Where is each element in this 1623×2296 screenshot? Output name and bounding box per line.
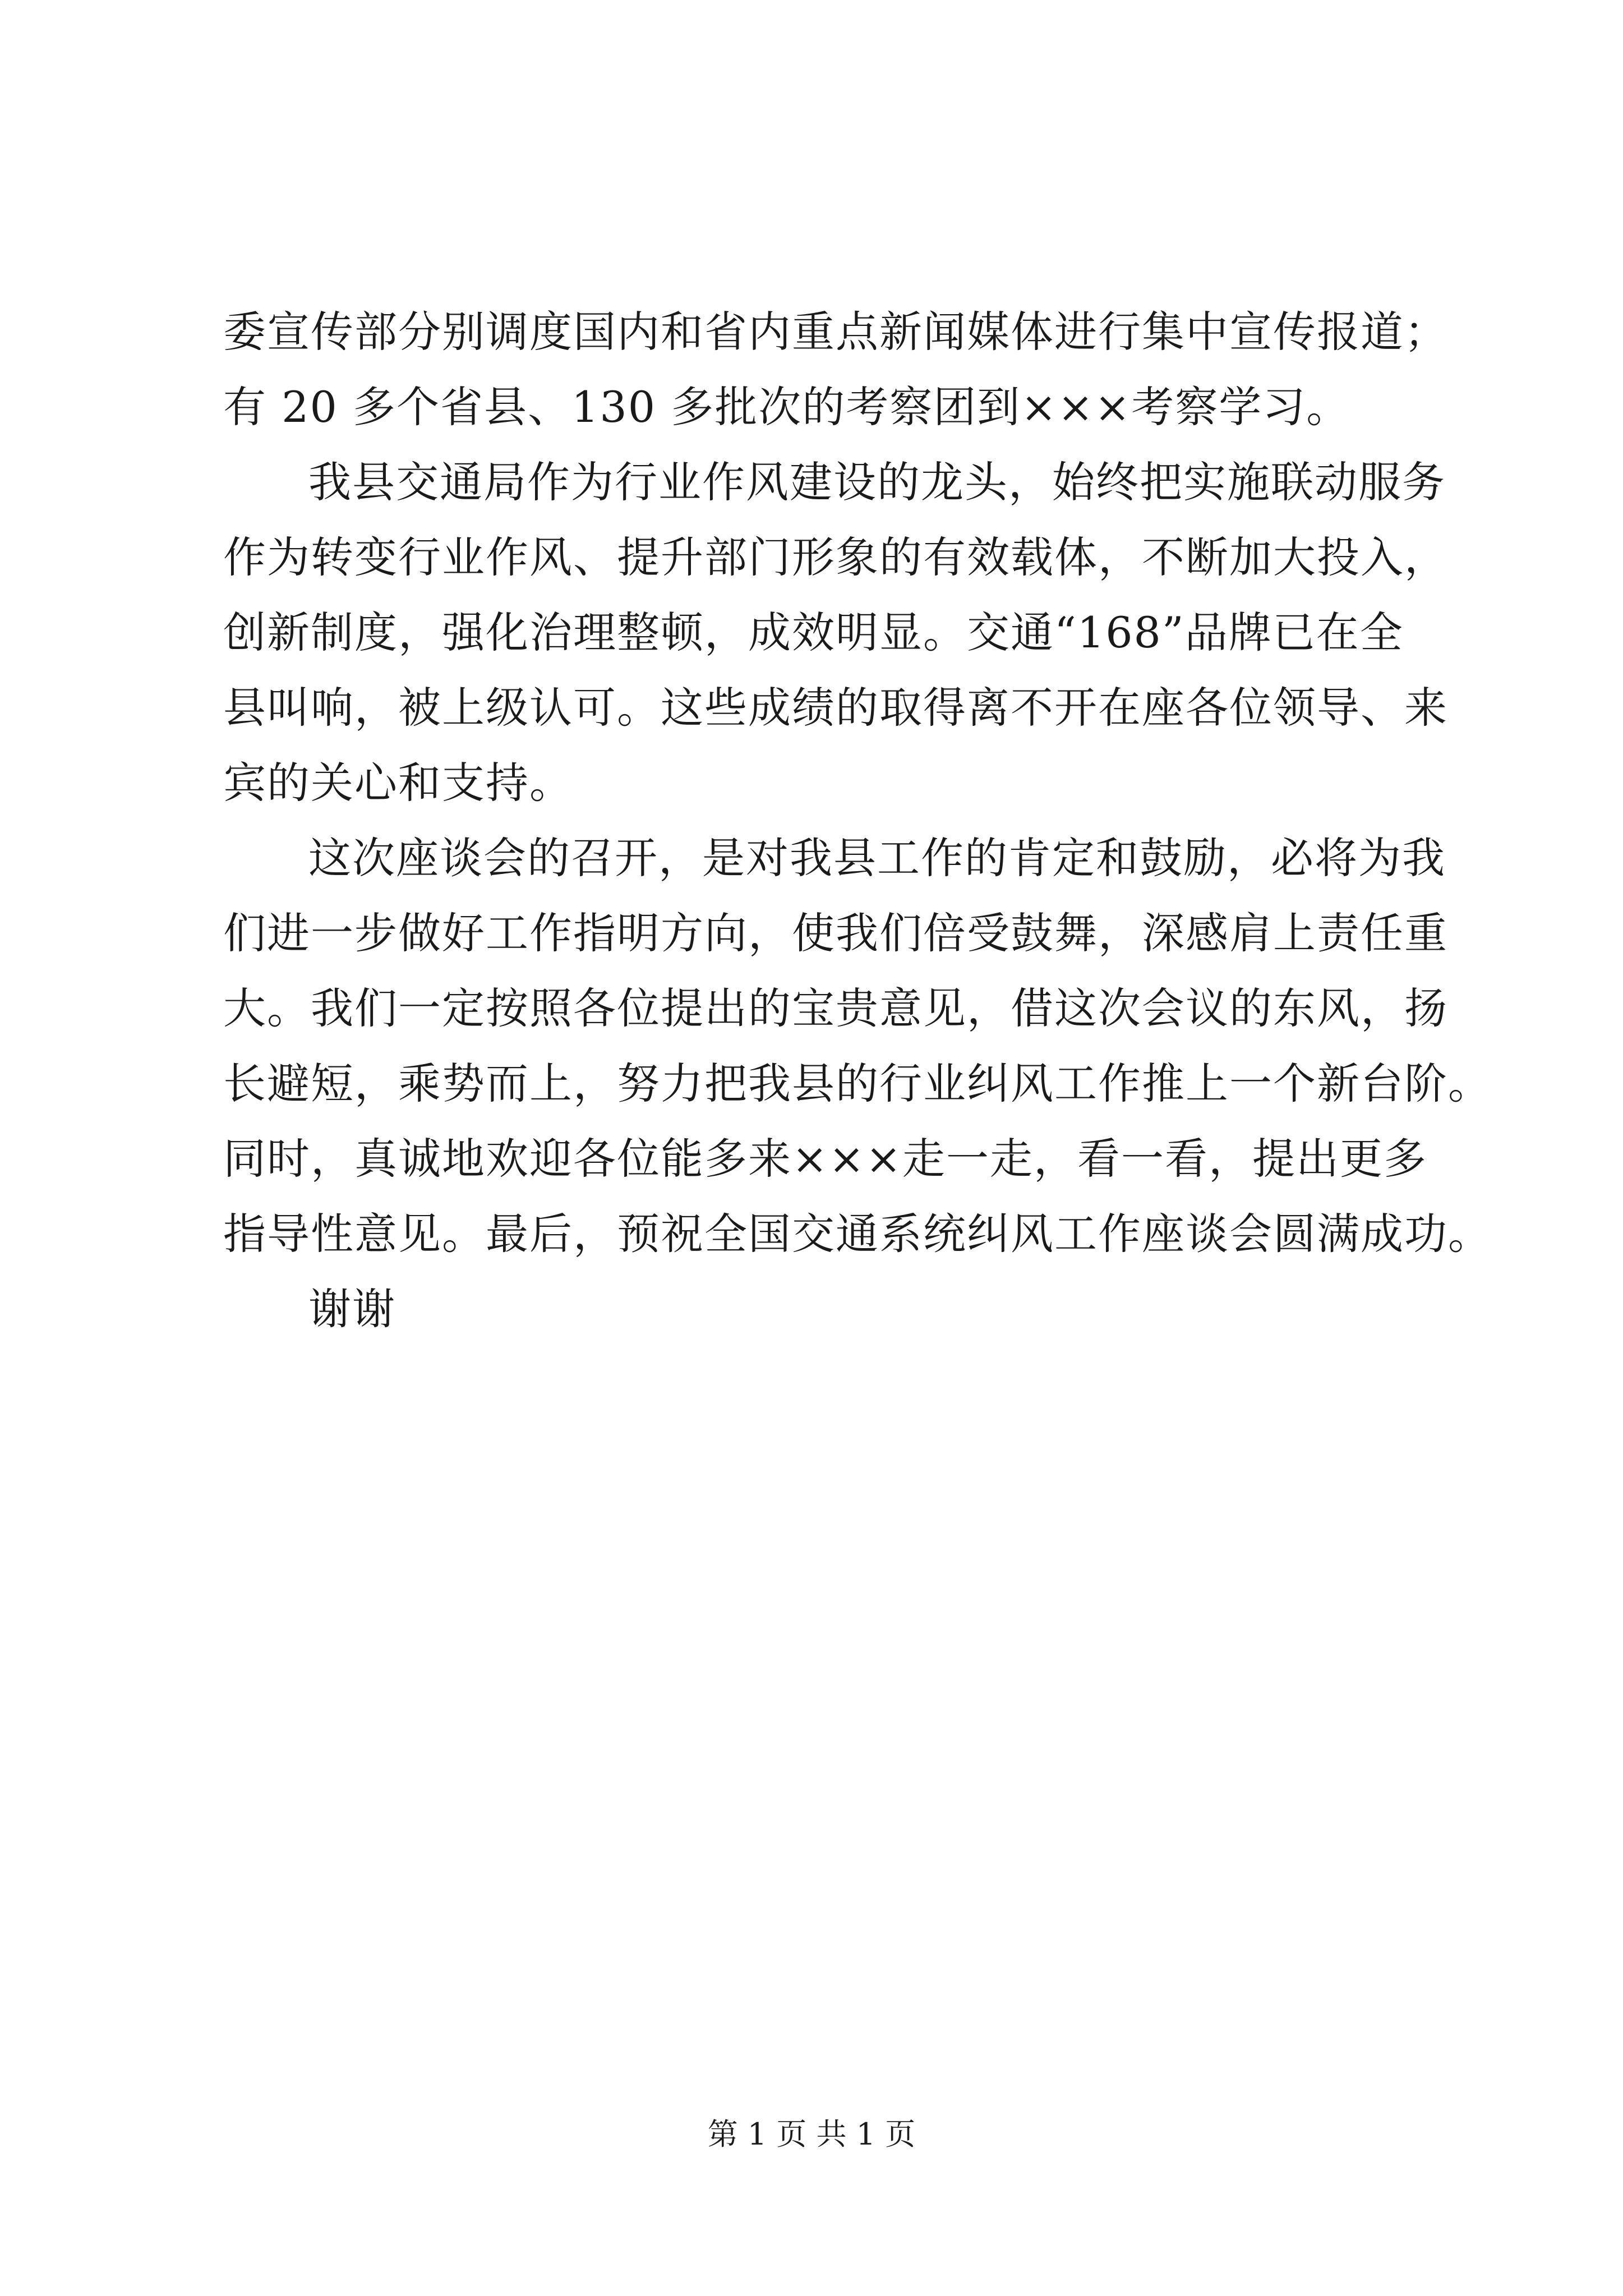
body-line: 们进一步做好工作指明方向，使我们倍受鼓舞，深感肩上责任重 xyxy=(223,908,1448,958)
document-body xyxy=(223,295,1492,1347)
paragraph-start-line: 我县交通局作为行业作风建设的龙头，始终把实施联动服务 xyxy=(308,457,1446,507)
page-footer: 第 1 页 共 1 页 xyxy=(707,2116,916,2152)
body-line: 作为转变行业作风、提升部门形象的有效载体，不断加大投入， xyxy=(223,532,1448,582)
paragraph-start-line: 这次座谈会的召开，是对我县工作的肯定和鼓励，必将为我 xyxy=(308,833,1446,883)
body-line: 指导性意见。最后，预祝全国交通系统纠风工作座谈会圆满成功。 xyxy=(223,1209,1492,1259)
body-line: 大。我们一定按照各位提出的宝贵意见，借这次会议的东风，扬 xyxy=(223,983,1448,1033)
body-line: 宾的关心和支持。 xyxy=(223,758,573,808)
body-line: 有 20 多个省县、130 多批次的考察团到×××考察学习。 xyxy=(223,382,1350,432)
body-line: 创新制度，强化治理整顿，成效明显。交通“168”品牌已在全 xyxy=(223,608,1404,657)
body-line: 委宣传部分别调度国内和省内重点新闻媒体进行集中宣传报道； xyxy=(223,307,1448,357)
body-line: 长避短，乘势而上，努力把我县的行业纠风工作推上一个新台阶。 xyxy=(223,1059,1492,1108)
closing-line: 谢谢 xyxy=(308,1284,396,1334)
body-line: 县叫响，被上级认可。这些成绩的取得离不开在座各位领导、来 xyxy=(223,683,1448,733)
body-line: 同时，真诚地欢迎各位能多来×××走一走，看一看，提出更多 xyxy=(223,1134,1428,1184)
